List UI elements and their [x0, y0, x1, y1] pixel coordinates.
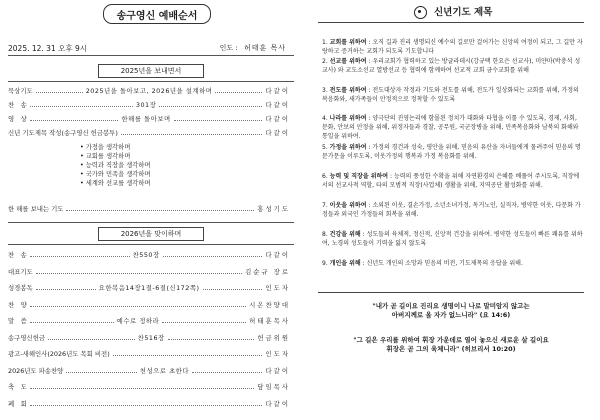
service-row — [8, 382, 290, 391]
item-body: : 능력의 풍성한 수확을 위해 자연환경의 은혜를 베풀어 주시도록, 직장에서의 선교사적 역할, 타의 모범적 직장(사업체) 생활을 위해, 지역공단 활성화를 위해. — [322, 173, 580, 190]
row-label: 묵상기도 — [8, 87, 33, 95]
prayer-item — [322, 57, 584, 75]
divider — [318, 292, 584, 293]
leader-dots — [30, 384, 255, 389]
prayer-item — [322, 114, 584, 142]
prayer-item — [322, 230, 584, 248]
item-title: 교회를 위하여 — [329, 39, 367, 46]
item-number: 7. — [322, 202, 328, 209]
item-body: : 가정의 경건과 성숙, 평안을 위해, 믿음의 유산을 자녀들에게 물려주어 믿음의 명문가문을 이루도록, 이웃가정의 행복과 가정 복음화를 위해. — [322, 144, 581, 161]
leader-dots — [30, 252, 130, 257]
leader-dots — [66, 368, 136, 373]
section-heading-farewell: 2025년을 보내면서 — [98, 64, 204, 78]
service-row — [8, 86, 290, 95]
row-person: 다같이 — [265, 115, 290, 123]
item-number: 6. — [322, 173, 328, 180]
row-label: 말 씀 — [8, 317, 27, 325]
row-person: 다같이 — [265, 101, 290, 109]
leader-dots — [163, 252, 263, 257]
item-title: 건강을 위해 — [329, 231, 361, 238]
verse-line: 휘장은 곧 그의 육체니라" (히브리서 10:20) — [386, 345, 516, 353]
item-number: 3. — [322, 87, 328, 94]
leader-dots — [113, 351, 263, 356]
service-title: 송구영신 예배순서 — [103, 4, 211, 24]
service-row — [8, 128, 290, 137]
leader-dots — [203, 285, 263, 290]
prayer-topics-title — [320, 4, 586, 19]
service-row — [8, 316, 290, 325]
service-row — [8, 300, 290, 309]
service-row — [8, 114, 290, 123]
divider — [318, 22, 584, 23]
prayer-item — [322, 143, 584, 161]
service-row — [8, 349, 290, 358]
service-leader — [220, 43, 286, 53]
row-label: 폐 회 — [8, 399, 27, 408]
item-body: : 전도대상자 작정과 기도와 전도를 위해, 전도가 일상화되는 교회를 위해, 가정의 복음화와, 새가족들이 안정적으로 정착할 수 있도록 — [322, 87, 579, 104]
leader-dots — [30, 116, 119, 121]
row-content: 2025년을 돌아보고, 2026년을 설계하며 — [85, 87, 213, 95]
prayer-item — [322, 172, 584, 190]
item-title: 이웃을 위하여 — [329, 202, 367, 209]
row-label: 한 해를 보내는 기도 — [8, 205, 64, 213]
item-title: 가정을 위하여 — [329, 144, 367, 151]
row-person: 담임목사 — [257, 383, 290, 391]
prayer-topics-panel — [300, 0, 600, 420]
service-row — [8, 283, 290, 292]
row-label: 찬 송 — [8, 101, 27, 109]
item-body: : 소외된 이웃, 결손가정, 소년소녀가정, 독거노인, 실직자, 병약한 이웃, 다문화 가정들과 외국인 가정들의 회복을 위해. — [322, 202, 581, 219]
prayer-item — [322, 201, 584, 219]
row-label: 축 도 — [8, 383, 27, 391]
service-row — [8, 333, 290, 342]
row-person: 허태훈목사 — [249, 317, 291, 325]
row-person: 헌금위원 — [257, 333, 291, 342]
prayer-topic: • 능력과 직장을 생각하며 — [80, 162, 151, 169]
leader-dots — [36, 285, 96, 290]
item-body: : 성도들의 육체적, 정신적, 신앙적 건강을 위하여. 병약한 성도들이 빠른 쾌유를 위하여, 노경의 성도들이 기력을 잃지 않도록 — [322, 231, 583, 248]
leader-dots — [66, 206, 254, 211]
leader-dots — [168, 335, 255, 340]
row-person: 인도자 — [265, 284, 290, 292]
item-title: 나라를 위하여 — [329, 115, 367, 122]
leader-dots — [30, 401, 263, 406]
row-label: 대표기도 — [8, 267, 33, 276]
row-person: 홍성기도 — [257, 205, 290, 213]
leader-label: 인도 : — [219, 44, 238, 52]
row-label: 찬 양 — [8, 300, 27, 309]
verse-line: "그 길은 우리를 위하여 휘장 가운데로 열어 놓으신 새로운 살 길이요 — [353, 336, 549, 344]
prayer-item — [322, 86, 584, 104]
row-content: 한해를 돌아보며 — [121, 115, 171, 123]
prayer-topic: • 세계와 선교를 생각하며 — [80, 180, 151, 187]
row-label: 성경봉독 — [8, 284, 33, 292]
item-title: 선교를 위하여 — [329, 58, 367, 65]
row-label: 영 상 — [8, 115, 27, 123]
leader-dots — [192, 368, 262, 373]
service-row — [8, 267, 290, 276]
row-content: 천성으로 초한다 — [139, 366, 190, 375]
leader-dots — [174, 116, 263, 121]
leader-dots — [30, 302, 246, 307]
prayer-topics-title-text: 신년기도 제목 — [433, 7, 493, 18]
divider — [8, 222, 294, 223]
leader-dots — [162, 318, 246, 323]
section-heading-newyear: 2026년을 맞이하며 — [98, 227, 204, 241]
row-person: 다같이 — [265, 251, 291, 259]
row-content: 찬516장 — [137, 333, 165, 342]
leader-dots — [159, 102, 262, 107]
row-person: 다같이 — [265, 399, 290, 408]
item-body: : 우리교회가 협력하고 있는 방글라데시(강규택 한요은 선교사), 미얀마(박충석 성교사) 와 교도소선교 열방선교 등 협력에 함께하여 선교적 교회 금수교회를 위해 — [322, 58, 581, 75]
item-number: 2. — [322, 58, 328, 65]
item-title: 개인을 위해 — [329, 260, 361, 267]
prayer-topic: • 교회를 생각하며 — [80, 153, 131, 160]
row-person: 다같이 — [265, 366, 290, 375]
item-number: 8. — [322, 231, 328, 238]
row-label: 신년 기도제목 작성(송구영신 헌금봉투) — [8, 129, 118, 137]
row-label: 찬 송 — [8, 251, 27, 259]
row-person: 시온찬양대 — [249, 300, 290, 309]
service-row — [8, 250, 290, 259]
service-date: 2025. 12. 31 오후 9시 — [8, 44, 87, 53]
verse-line: "내가 곧 길이요 진리요 생명이니 나로 말미암지 않고는 — [372, 302, 530, 310]
row-label: 송구영신헌금 — [8, 333, 46, 342]
row-content: 요한복음14장1절-6절(신172쪽) — [98, 284, 200, 292]
leader-dots — [48, 335, 135, 340]
prayer-topic: • 국가와 민족을 생각하며 — [80, 171, 151, 178]
leader-dots — [215, 88, 262, 93]
prayer-topic: • 가정을 생각하며 — [80, 144, 131, 151]
item-number: 1. — [322, 39, 328, 46]
leader-name: 허태훈 목사 — [243, 44, 286, 52]
row-person: 다같이 — [265, 87, 290, 95]
row-content: 찬550장 — [132, 251, 160, 259]
divider — [8, 55, 294, 56]
leader-dots — [36, 269, 242, 274]
item-number: 5. — [322, 144, 328, 151]
item-title: 전도를 위하여 — [329, 87, 367, 94]
divider — [8, 244, 294, 245]
item-body: : 신년도 개인의 소망과 믿음의 비전, 기도제목의 응답을 위해. — [362, 260, 523, 267]
prayer-topic-list — [80, 143, 212, 188]
row-content: 301장 — [135, 101, 157, 109]
item-body: : 오직 길과 진리 생명되신 예수의 길로만 걸어가는 신앙의 여정이 되고, 그 길만 자랑하고 증거하는 교회가 되도록 기도합니다 — [322, 39, 583, 56]
item-title: 능력 및 직장을 위하여 — [329, 173, 389, 180]
leader-dots — [30, 318, 114, 323]
verse-line: 아버지께로 올 자가 없느니라" (요 14:6) — [391, 311, 511, 319]
service-row — [8, 100, 290, 109]
service-row — [8, 204, 290, 213]
scripture-verse-1 — [310, 302, 592, 320]
gear-icon — [414, 6, 427, 19]
prayer-item — [322, 259, 584, 268]
service-row — [8, 366, 290, 375]
item-number: 9. — [322, 260, 328, 267]
item-number: 4. — [322, 115, 328, 122]
row-person: 인도자 — [265, 350, 290, 358]
leader-dots — [30, 102, 133, 107]
item-body: : 양극단의 진영논리에 함몰된 정치가 대화와 타협을 이룰 수 있도록, 경제, 사회, 문화, 안보의 안정을 위해, 위정자들과 경찰, 공무원, 국군장병을 위해, 민족복음화와 남북의 화해와 통일을 위하여. — [322, 115, 579, 141]
prayer-item — [322, 38, 584, 56]
scripture-verse-2 — [310, 336, 592, 354]
row-person: 김순규 장로 — [245, 267, 290, 276]
service-row — [8, 399, 290, 408]
leader-dots — [36, 88, 83, 93]
row-content: 예수로 정하라 — [116, 317, 160, 325]
row-label: 광고-새해인사(2026년도 목회 비전) — [8, 350, 110, 358]
row-person: 다같이 — [265, 129, 290, 137]
leader-dots — [121, 130, 263, 135]
divider — [8, 81, 294, 82]
row-label: 2026년도 파송찬양 — [8, 366, 64, 375]
